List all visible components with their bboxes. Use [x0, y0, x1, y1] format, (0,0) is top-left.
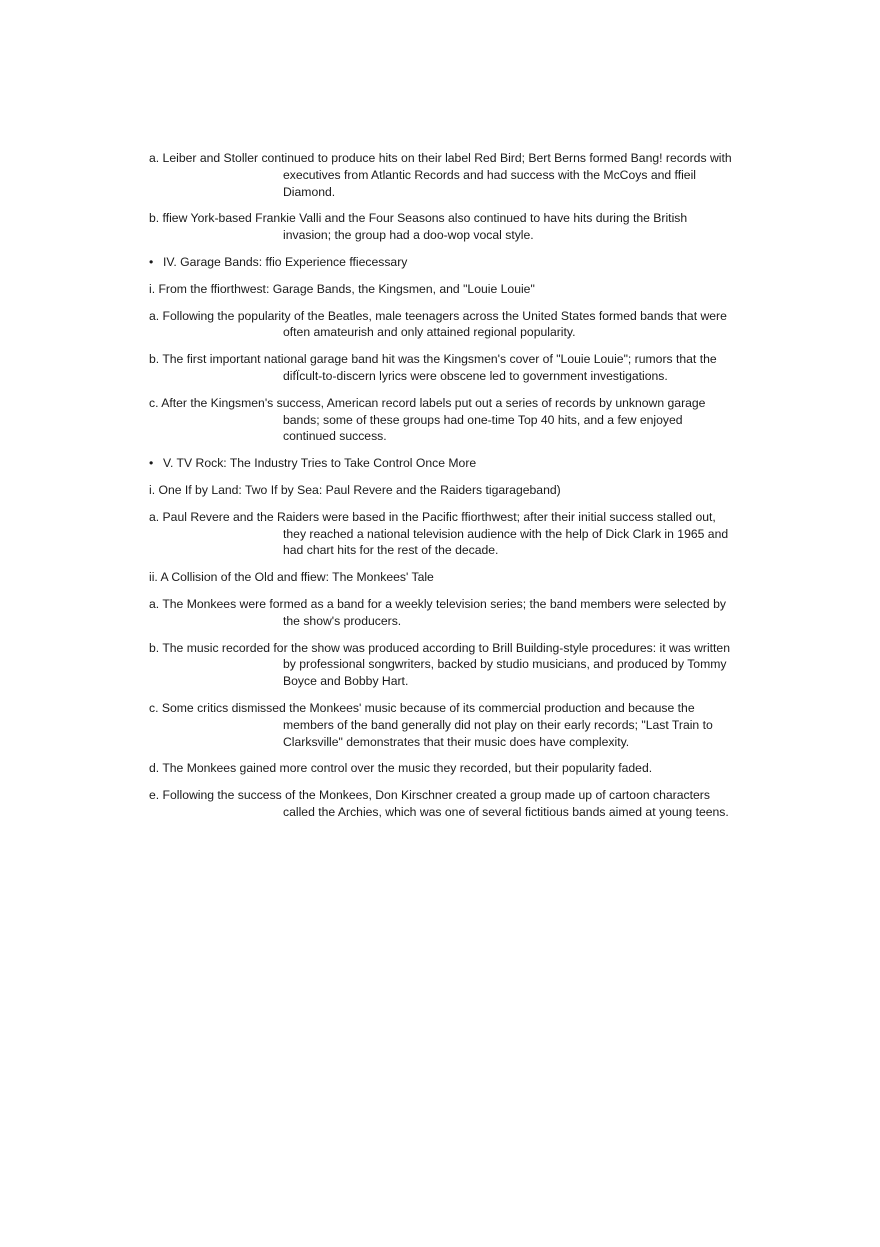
section-heading-text: V. TV Rock: The Industry Tries to Take Control Once More: [163, 456, 477, 471]
bullet-icon: •: [149, 254, 154, 269]
outline-entry: a. Following the popularity of the Beatles, male teenagers across the United States formed bands that were often amateurish and only attained regional popularity.: [149, 308, 727, 340]
subsection-heading: i. From the ffiorthwest: Garage Bands, the Kingsmen, and "Louie Louie": [149, 281, 535, 296]
section-heading-text: IV. Garage Bands: ffio Experience ffiecessary: [163, 254, 408, 269]
outline-entry: a. Paul Revere and the Raiders were based in the Pacific ffiorthwest; after their initial success stalled out, they reached a national television audience with the help of Dick Clark in 1965 and had chart hits for the rest of the decade.: [149, 509, 729, 558]
outline-entry: c. After the Kingsmen's success, American record labels put out a series of records by unknown garage bands; some of these groups had one-time Top 40 hits, and a few enjoyed continued success.: [149, 395, 706, 444]
outline-entry: b. The first important national garage band hit was the Kingsmen's cover of "Louie Louie"; rumors that the difÏcult-to-discern lyrics were obscene led to government investigations.: [149, 352, 717, 383]
outline-entry: a. The Monkees were formed as a band for a weekly television series; the band members were selected by the show's producers.: [149, 596, 726, 628]
section-heading: [149, 254, 734, 271]
subsection-heading: ii. A Collision of the Old and ffiew: The Monkees' Tale: [149, 570, 434, 585]
outline-entry: b. ffiew York-based Frankie Valli and the Four Seasons also continued to have hits during the British invasion; the group had a doo-wop vocal style.: [149, 211, 688, 243]
outline-entry: e. Following the success of the Monkees, Don Kirschner created a group made up of cartoon characters called the Archies, which was one of several fictitious bands aimed at young teens.: [149, 788, 729, 819]
section-heading: [149, 455, 734, 472]
outline-entry: d. The Monkees gained more control over the music they recorded, but their popularity faded.: [149, 761, 653, 776]
bullet-icon: •: [149, 456, 154, 471]
outline-entry: c. Some critics dismissed the Monkees' music because of its commercial production and because the members of the band generally did not play on their early records; "Last Train to Clarksville" demonstrates that their music does have complexity.: [149, 700, 713, 749]
document-page: [149, 150, 734, 831]
subsection-heading: i. One If by Land: Two If by Sea: Paul Revere and the Raiders tigarageband): [149, 482, 561, 497]
outline-entry: a. Leiber and Stoller continued to produce hits on their label Red Bird; Bert Berns formed Bang! records with executives from Atlantic Records and had success with the McCoys and ffieil Diamond.: [149, 151, 732, 199]
outline-entry: b. The music recorded for the show was produced according to Brill Building-style procedures: it was written by professional songwriters, backed by studio musicians, and produced by Tommy Boyce and Bobby Hart.: [149, 640, 730, 689]
